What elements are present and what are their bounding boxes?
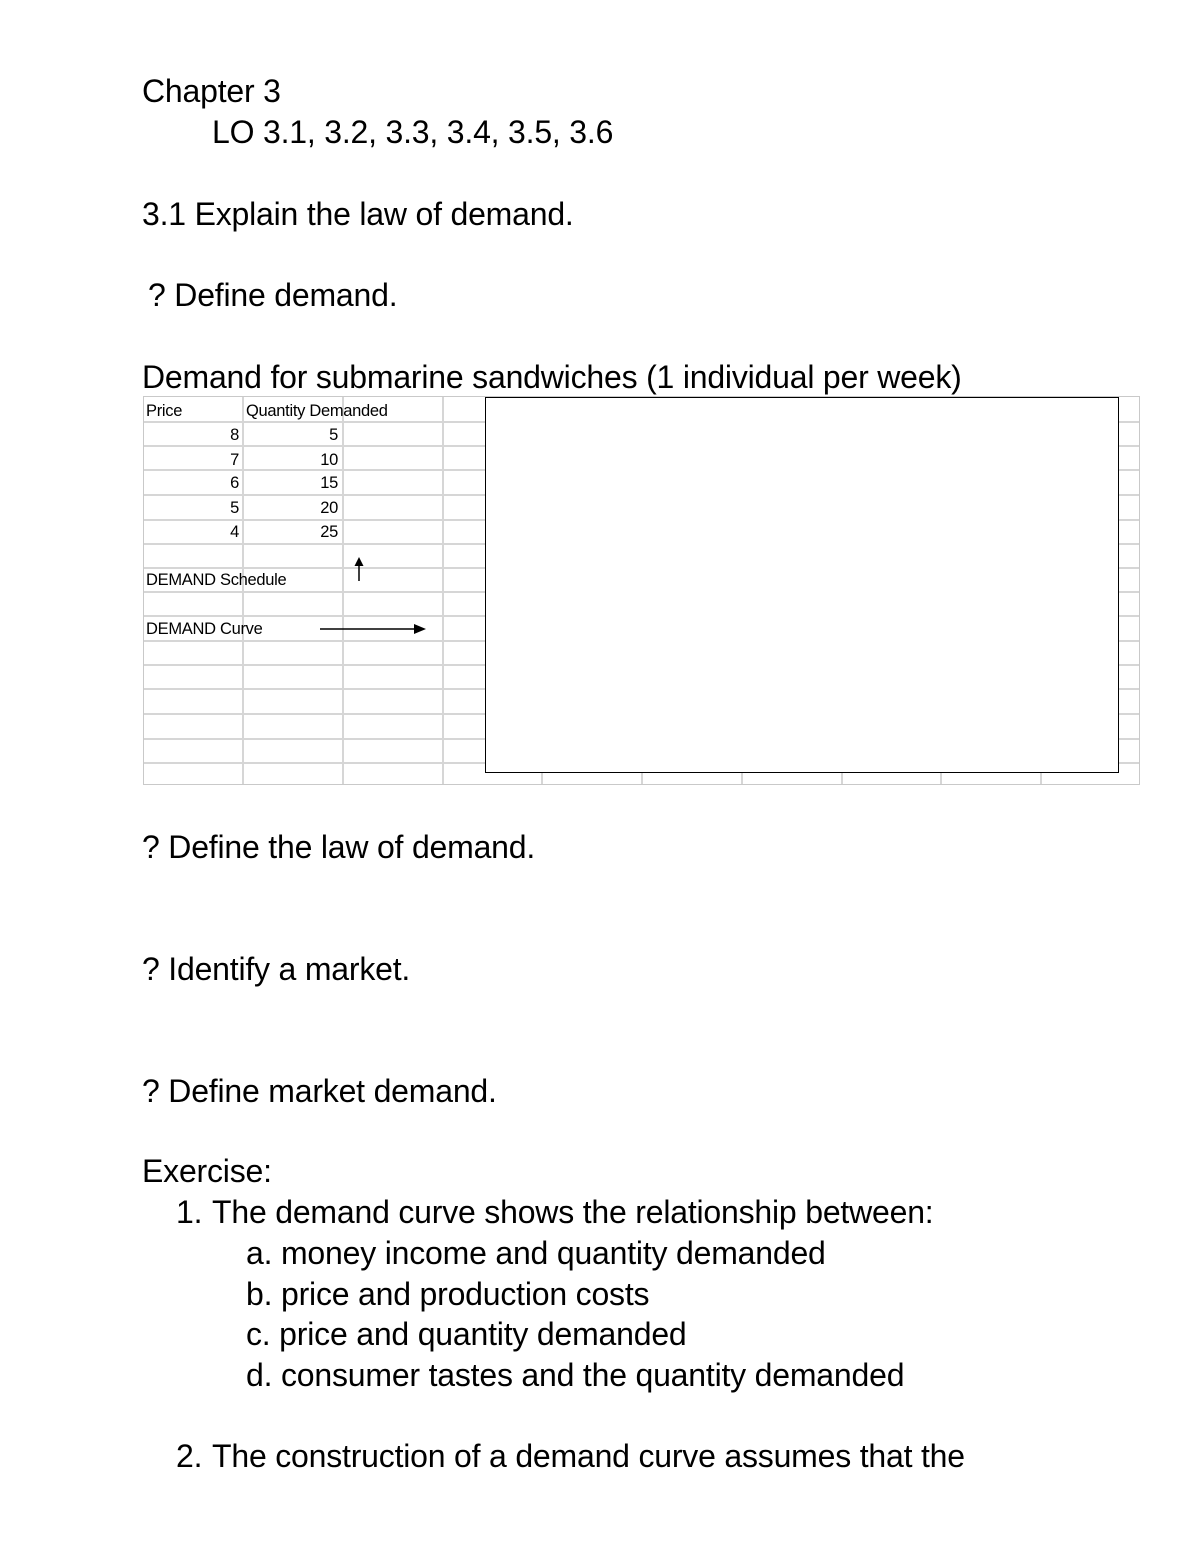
- question-1-text: The demand curve shows the relationship between:: [212, 1194, 934, 1230]
- prompt-define-demand: ? Define demand.: [148, 277, 398, 313]
- prompt-define-law-of-demand: ? Define the law of demand.: [142, 829, 536, 865]
- question-2-text: The construction of a demand curve assumes that the: [212, 1438, 965, 1474]
- arrow-right-icon: [318, 621, 430, 637]
- section-title: 3.1 Explain the law of demand.: [142, 196, 574, 232]
- question-1-number: 1.: [176, 1194, 203, 1230]
- quantity-cell: 20: [320, 499, 338, 517]
- price-cell: 6: [230, 474, 239, 492]
- price-cell: 4: [230, 523, 239, 541]
- prompt-identify-market: ? Identify a market.: [142, 951, 411, 987]
- option-d: d. consumer tastes and the quantity demanded: [246, 1357, 905, 1393]
- option-b: b. price and production costs: [246, 1276, 650, 1312]
- price-cell: 8: [230, 426, 239, 444]
- exercise-label: Exercise:: [142, 1153, 272, 1189]
- demand-curve-label: DEMAND Curve: [146, 620, 263, 638]
- price-cell: 5: [230, 499, 239, 517]
- chapter-title: Chapter 3: [142, 73, 281, 109]
- col-header-quantity: Quantity Demanded: [246, 402, 388, 420]
- blank-graph-area: [485, 397, 1119, 773]
- table-caption: Demand for submarine sandwiches (1 individual per week): [142, 359, 962, 395]
- option-a: a. money income and quantity demanded: [246, 1235, 826, 1271]
- quantity-cell: 15: [320, 474, 338, 492]
- learning-objectives: LO 3.1, 3.2, 3.3, 3.4, 3.5, 3.6: [212, 114, 614, 150]
- price-cell: 7: [230, 451, 239, 469]
- demand-spreadsheet: [143, 396, 1140, 785]
- quantity-cell: 25: [320, 523, 338, 541]
- arrow-up-icon: [349, 555, 369, 583]
- question-2-number: 2.: [176, 1438, 203, 1474]
- quantity-cell: 10: [320, 451, 338, 469]
- quantity-cell: 5: [329, 426, 338, 444]
- prompt-define-market-demand: ? Define market demand.: [142, 1073, 497, 1109]
- demand-schedule-label: DEMAND Schedule: [146, 571, 287, 589]
- col-header-price: Price: [146, 402, 183, 420]
- option-c: c. price and quantity demanded: [246, 1316, 687, 1352]
